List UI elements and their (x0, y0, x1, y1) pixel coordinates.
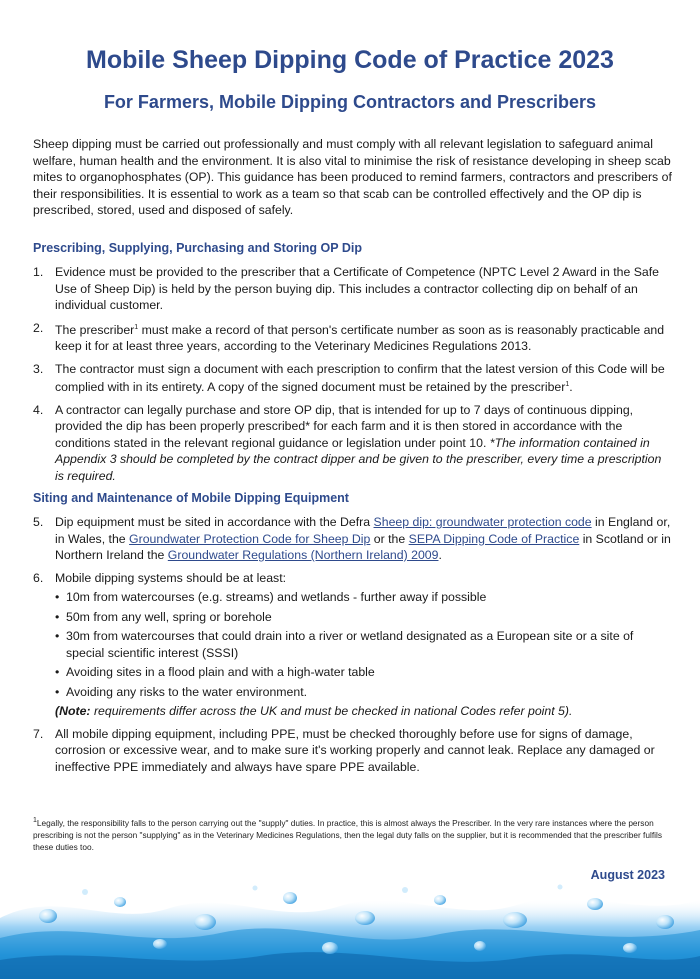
ni-regulations-link[interactable]: Groundwater Regulations (Northern Ireland) 2009 (167, 548, 439, 562)
item-text: Dip equipment must be sited in accordance with the Defra (55, 515, 374, 529)
bullet-item: • Avoiding sites in a flood plain and with a high-water table (55, 664, 673, 681)
list-item (33, 514, 673, 564)
section-heading-siting: Siting and Maintenance of Mobile Dipping Equipment (33, 491, 349, 505)
footnote (33, 815, 673, 853)
list-item (33, 570, 673, 720)
publication-date: August 2023 (590, 868, 665, 882)
appendix-note: *The information contained in Appendix 3 should be completed by the contract dipper and be given to the prescriber, every time a prescription is required. (55, 435, 662, 483)
distance-bullet-list (55, 589, 673, 700)
footnote-marker: 1 (134, 323, 139, 331)
item-number: 4. (33, 402, 44, 417)
item-text: . (438, 548, 442, 562)
item-text: in England or, in Wales, the (55, 515, 671, 546)
page-subtitle: For Farmers, Mobile Dipping Contractors and Prescribers (103, 92, 597, 112)
list-item (33, 361, 673, 396)
section-heading-prescribing: Prescribing, Supplying, Purchasing and Storing OP Dip (33, 241, 362, 255)
note-text: requirements differ across the UK and must be checked in national Codes refer point 5). (90, 704, 573, 718)
item-text-end: . (569, 380, 573, 395)
list-item (33, 320, 673, 355)
item-number: 7. (33, 726, 44, 741)
water-splash-image (0, 878, 700, 979)
list-item (33, 726, 673, 776)
bullet-item: • 30m from watercourses that could drain into a river or wetland designated as a European site or a site of special scientific interest (SSSI) (55, 628, 673, 661)
item-number: 5. (33, 515, 44, 529)
item-number: 3. (33, 361, 44, 376)
bullet-item: • Avoiding any risks to the water environment. (55, 684, 673, 701)
sepa-code-link[interactable]: SEPA Dipping Code of Practice (408, 531, 580, 546)
bullet-item: • 10m from watercourses (e.g. streams) and wetlands - further away if possible (55, 589, 673, 606)
defra-code-link[interactable]: Sheep dip: groundwater protection code (373, 515, 592, 529)
footnote-marker: 1 (565, 381, 570, 389)
item-text: Evidence must be provided to the prescriber that a Certificate of Competence (NPTC Level 2 Award in the Safe Use of Sheep Dip) is held by the person buying dip. This includes a contractor collecting dip on behalf of an individual customer. (55, 265, 660, 312)
item-text-continued: must make a record of that person's certificate number as soon as is reasonably practicable and keep it for at least three years, according to the Veterinary Medicines Regulations 2013. (55, 322, 665, 354)
footnote-marker: 1 (33, 817, 37, 824)
wales-code-link[interactable]: Groundwater Protection Code for Sheep Dip (129, 531, 371, 546)
bullet-item: • 50m from any well, spring or borehole (55, 609, 673, 626)
section-prescribing-list (33, 264, 673, 490)
item-text: The prescriber (55, 322, 135, 337)
list-item (33, 264, 673, 314)
item-number: 2. (33, 320, 44, 335)
intro-paragraph: Sheep dipping must be carried out professionally and must comply with all relevant legislation to safeguard animal welfare, human health and the environment. It is also vital to minimise the risk of resistance developing in sheep scab mites to organophosphates (OP). This guidance has been produced to remind farmers, contractors and prescribers of their responsibilities. It is essential to work as a team so that scab can be controlled effectively and the OP dip is prescribed, stored, used and disposed of safely. (33, 137, 672, 217)
footnote-text: Legally, the responsibility falls to the person carrying out the "supply" duties. In practice, this is almost always the Prescriber. In the very rare instances where the person prescribing is not the person "supplying" as in the Veterinary Medicines Regulations, then the legal duty falls on the supplier, but it is recommended that the prescriber fulfils these duties too. (33, 817, 662, 852)
requirements-note (55, 703, 673, 720)
page-title: Mobile Sheep Dipping Code of Practice 2023 (86, 46, 614, 74)
item-text: in Scotland or in Northern Ireland the (55, 531, 671, 562)
note-label: (Note: (55, 704, 91, 718)
item-text: The contractor must sign a document with each prescription to confirm that the latest version of this Code will be complied with in its entirety. A copy of the signed document must be retained by the prescriber (55, 361, 665, 395)
item-number: 6. (33, 570, 44, 585)
item-text: A contractor can legally purchase and store OP dip, that is intended for up to 7 days of continuous dipping, provided the dip has been properly prescribed* for each farm and it is then stored in accordance with the conditions stated in the relevant regional guidance or legislation under point 10. (55, 402, 634, 450)
item-text: Mobile dipping systems should be at least: (55, 570, 287, 585)
item-number: 1. (33, 265, 44, 279)
item-text: All mobile dipping equipment, including PPE, must be checked thoroughly before use for signs of damage, corrosion or excessive wear, and to make sure it's working properly and cannot leak. Replace any damaged or ineffective PPE immediately and always have spare PPE available. (55, 726, 655, 774)
section-siting-list (33, 514, 673, 781)
list-item (33, 402, 673, 485)
item-text: or the (370, 531, 409, 546)
